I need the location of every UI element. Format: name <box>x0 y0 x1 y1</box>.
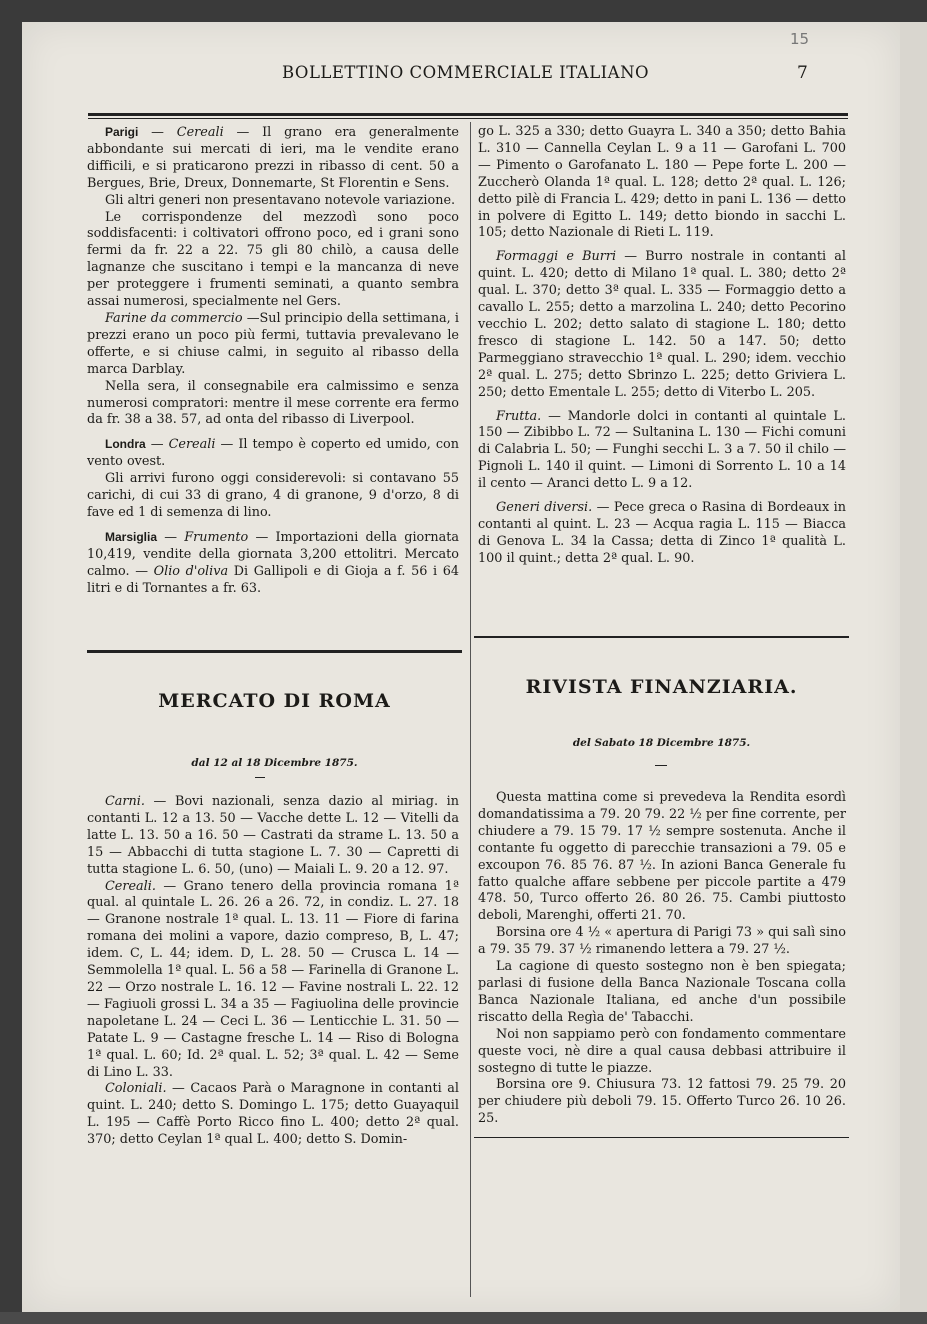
topic-label: Farine da commercio <box>105 310 243 326</box>
paragraph: Questa mattina come si prevedeva la Rendita esordì domandatissima a 79. 20 79. 22 ½ per fine corrente, per chiudere a 79. 15 79. 17 ½ sempre sostenuta. Anche il contante fu oggetto di parecchie transazioni a 79. 05 e excoupon 76. 85 76. 87 ½. In azioni Banca Generale fu fatto qualche affare sebbene per piccole partite a 479 478. 50, Turco offerto 26. 80 26. 75. Cambi piuttosto deboli, Marenghi, offerti 21. 70. <box>478 790 846 924</box>
topic-label: Cereali <box>176 125 224 140</box>
dash: — <box>138 125 177 140</box>
small-rule <box>255 777 265 778</box>
section-rule <box>87 650 462 653</box>
paragraph-text: — Il tempo è coperto ed umido, con vento ovest. <box>87 437 460 470</box>
paragraph-text: — Bovi nazionali, senza dazio al miriag. in contanti L. 12 a 13. 50 — Vacche dette L. 12 — Vitelli da latte L. 13. 50 a 16. 50 — Castrati da strame L. 13. 50 a 15 — Abbacchi di tutta stagione L. 7. 30 — Capretti di tutta stagione L. 6. 50, (uno) — Maiali L. 9. 20 a 12. 97. <box>87 794 459 877</box>
paragraph-continued: go L. 325 a 330; detto Guayra L. 340 a 350; detto Bahia L. 310 — Cannella Ceylan L. 9 a 11 — Garofani L. 700 — Pimento o Garofanato L. 180 — Pepe forte L. 200 — Zuccherò Olanda 1ª qual. L. 128; detto 2ª qual. L. 126; detto pilè di Francia L. 429; detto in pani L. 136 — detto in polvere di Egitto L. 149; detto biondo in sacchi L. 105; detto Nazionale di Rieti L. 119. <box>478 124 846 241</box>
paragraph-frutta <box>478 409 846 494</box>
dash: — <box>157 529 185 545</box>
page-number: 7 <box>797 63 808 83</box>
topic-label: Formaggi e Burri <box>496 249 617 265</box>
header-rule <box>88 113 848 116</box>
paragraph-text: — Il grano era generalmente abbondante sui mercati di ieri, ma le vendite erano difficili, e si praticarono prezzi in ribasso di cent. 50 a Bergues, Brie, Dreux, Donnemarte, St Florentin e Sens. <box>87 125 459 191</box>
section-heading-rivista: RIVISTA FINANZIARIA. <box>525 676 798 698</box>
paragraph: Noi non sappiamo però con fondamento commentare queste voci, nè dire a qual causa debbasi attribuire il sostegno di tutte le piazze. <box>478 1026 846 1076</box>
paragraph: Gli altri generi non presentavano notevole variazione. <box>105 192 456 208</box>
city-label: Londra <box>105 437 146 452</box>
paragraph-parigi <box>87 124 459 193</box>
section-dates: dal 12 al 18 Dicembre 1875. <box>191 757 358 769</box>
city-label: Marsiglia <box>105 529 158 544</box>
left-column-mercato <box>87 794 459 1149</box>
paragraph: Nella sera, il consegnabile era calmissimo e senza numerosi compratori: mentre il mese corrente era fermo da fr. 38 a 38. 57, ad onta del ribasso di Liverpool. <box>87 378 459 428</box>
city-label: Parigi <box>105 125 139 139</box>
page-shadow <box>0 1312 927 1324</box>
paragraph-cereali <box>87 879 459 1082</box>
paragraph-text: Di Gallipoli e di Gioja a f. 56 i 64 litri e di Tornantes a fr. 63. <box>87 563 459 596</box>
topic-label: Cereali <box>168 437 216 453</box>
handwritten-page-number: 15 <box>790 30 810 48</box>
header-rule-thin <box>88 118 848 119</box>
paragraph: La cagione di questo sostegno non è ben spiegata; parlasi di fusione della Banca Nazionale Toscana colla Banca Nazionale Italiana, ed anche d'un possibile riscatto della Regìa de' Tabacchi. <box>478 959 846 1025</box>
topic-label: Frumento <box>184 529 249 545</box>
right-column-rivista <box>478 790 846 1128</box>
topic-label: Carni. <box>105 794 145 809</box>
paragraph-text: — Mandorle dolci in contanti al quintale L. 150 — Zibibbo L. 72 — Sultanina L. 130 — Fichi comuni di Calabria L. 50; — Funghi secchi L. 3 a 7. 50 il chilo — Pignoli L. 140 il quint. — Limoni di Sorrento L. 10 a 14 il cento — Aranci detto L. 9 a 12. <box>478 408 846 492</box>
paragraph: Gli arrivi furono oggi considerevoli: si contavano 55 carichi, di cui 33 di grano, 4 di granone, 9 d'orzo, 8 di fave ed 1 di semenza di lino. <box>87 471 459 520</box>
paragraph-text: — Grano tenero della provincia romana 1ª qual. al quintale L. 26. 26 a 26. 72, in condiz. L. 27. 18 — Granone nostrale 1ª qual. L. 13. 11 — Fiore di farina romana dei molini a vapore, dazio compreso, B, L. 47; idem. C, L. 44; idem. D, L. 28. 50 — Crusca L. 14 — Semmolella 1ª qual. L. 56 a 58 — Farinella di Granone L. 22 — Orzo nostrale L. 16. 12 — Favine nostrali L. 22. 12 — Fagiuoli grossi L. 34 a 35 — Fagiuolina delle provincie napoletane L. 24 — Ceci L. 36 — Lenticchie L. 31. 50 — Patate L. 9 — Castagne fresche L. 14 — Riso di Bologna 1ª qual. L. 60; Id. 2ª qual. L. 52; 3ª qual. L. 42 — Seme di Lino L. 33. <box>87 878 459 1080</box>
paragraph-marsiglia <box>87 529 459 598</box>
section-rule <box>474 1137 849 1138</box>
running-title: BOLLETTINO COMMERCIALE ITALIANO <box>282 63 650 82</box>
section-heading-mercato: MERCATO DI ROMA <box>158 690 391 712</box>
paragraph-text: — Cacaos Parà o Maragnone in contanti al quint. L. 240; detto S. Domingo L. 175; detto Guayaquil L. 195 — Caffè Porto Ricco fino L. 400; detto 2ª qual. 370; detto Ceylan 1ª qual L. 400; detto S. Domin- <box>87 1081 459 1148</box>
topic-label: Generi diversi. <box>496 500 593 516</box>
paragraph-coloniali <box>87 1081 459 1149</box>
paragraph-text: —Sul principio della settimana, i prezzi erano un poco più fermi, tuttavia prevalevano le offerte, e si chiuse calmi, in seguito al ribasso della marca Darblay. <box>87 310 459 377</box>
topic-label: Olio d'oliva <box>153 563 229 579</box>
topic-label: Frutta. <box>496 408 542 424</box>
paragraph-text: — Burro nostrale in contanti al quint. L. 420; detto di Milano 1ª qual. L. 380; detto 2ª qual. L. 370; detto 3ª qual. L. 335 — Formaggio detto a cavallo L. 255; detto a marzolina L. 240; detto Pecorino vecchio L. 202; detto salato di stagione L. 180; detto fresco di stagione L. 142. 50 a 147. 50; detto Parmeggiano stravecchio 1ª qual. L. 290; idem. vecchio 2ª qual. L. 275; detto Sbrinzo L. 225; detto Griviera L. 250; detto Ementale L. 255; detto di Viterbo L. 205. <box>478 249 846 400</box>
page-edge <box>900 22 927 1312</box>
left-column-news <box>87 124 459 597</box>
paragraph-text: — Pece greca o Rasina di Bordeaux in contanti al quint. L. 23 — Acqua ragia L. 115 — Biacca di Genova L. 34 la Cassa; detta di Zinco 1ª qualità L. 100 il quint.; detta 2ª qual. L. 90. <box>478 500 847 566</box>
section-rule <box>474 636 849 638</box>
paragraph-carni <box>87 794 459 879</box>
paragraph-farine <box>87 311 459 379</box>
paragraph: Le corrispondenze del mezzodì sono poco soddisfacenti: i coltivatori offrono poco, ed i grani sono fermi da fr. 22 a 22. 75 gli 80 chilò, a causa delle lagnanze che suscitano i tempi e la mancanza di neve per proteggere i frumenti seminati, a quanto sembra assai numerosi, specialmente nel Gers. <box>87 209 459 310</box>
topic-label: Coloniali. <box>105 1081 167 1097</box>
topic-label: Cereali. <box>105 878 156 894</box>
paragraph: Borsina ore 9. Chiusura 73. 12 fattosi 79. 25 79. 20 per chiudere più deboli 79. 15. Offerto Turco 26. 10 26. 25. <box>478 1077 846 1127</box>
right-column-markets <box>478 124 846 568</box>
column-divider <box>470 122 471 1297</box>
paragraph-londra <box>87 436 459 471</box>
paragraph-generi <box>478 500 846 568</box>
dash: — <box>145 437 169 453</box>
paragraph-formaggi <box>478 249 846 401</box>
paragraph: Borsina ore 4 ½ « apertura di Parigi 73 » qui salì sino a 79. 35 79. 37 ½ rimanendo lettera a 79. 27 ½. <box>478 925 846 958</box>
small-rule <box>655 765 667 766</box>
paragraph-text: — Importazioni della giornata 10,419, vendite della giornata 3,200 ettolitri. Mercato calmo. — <box>87 529 460 579</box>
section-dates: del Sabato 18 Dicembre 1875. <box>572 737 751 749</box>
